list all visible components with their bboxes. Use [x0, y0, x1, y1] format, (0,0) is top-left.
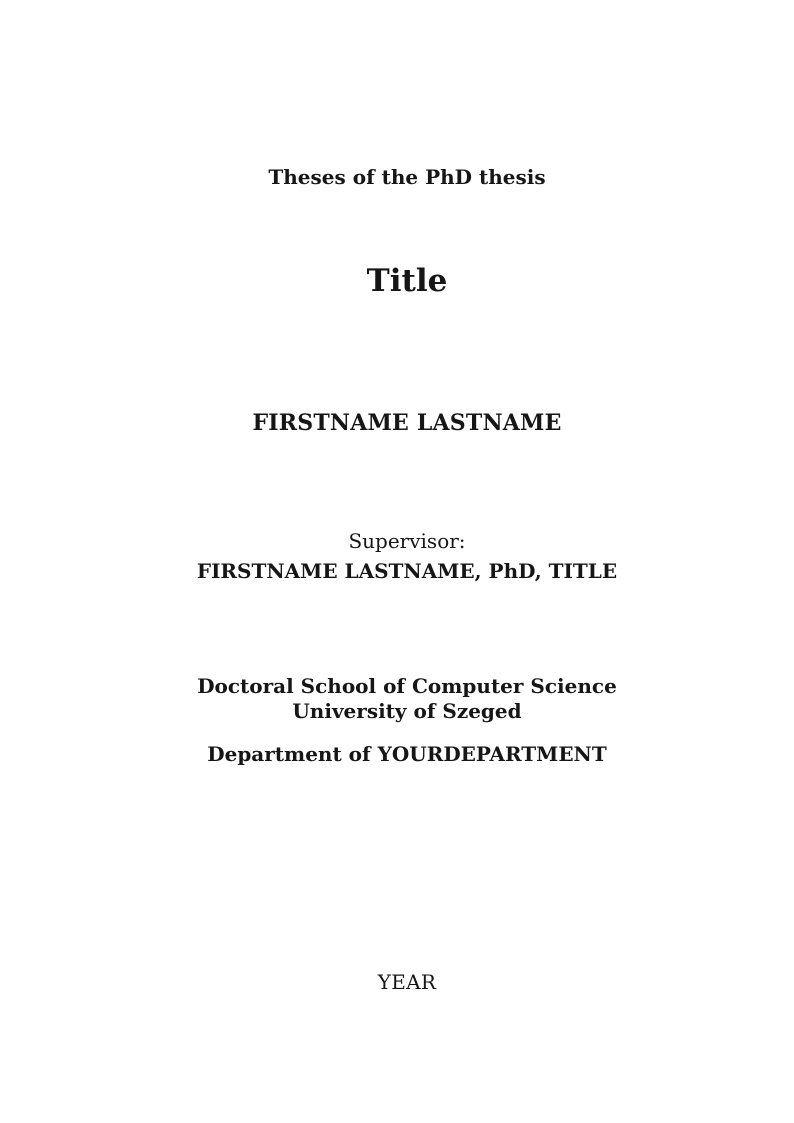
supervisor-name: FIRSTNAME LASTNAME, PhD, TITLE	[196, 559, 618, 583]
doctoral-school-name: Doctoral School of Computer Science	[197, 674, 617, 698]
university-name: University of Szeged	[292, 699, 522, 723]
page-title: Title	[366, 263, 448, 299]
author-name: FIRSTNAME LASTNAME	[252, 410, 562, 436]
pretitle: Theses of the PhD thesis	[268, 165, 546, 189]
department-name: Department of YOURDEPARTMENT	[207, 742, 607, 766]
supervisor-label: Supervisor:	[348, 529, 466, 553]
year: YEAR	[377, 970, 437, 994]
